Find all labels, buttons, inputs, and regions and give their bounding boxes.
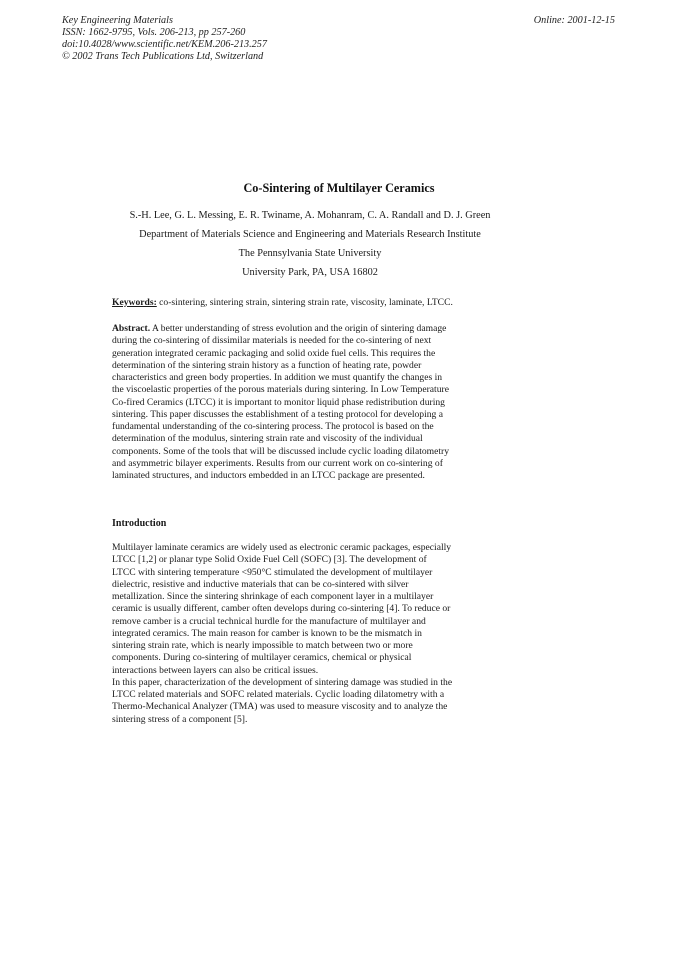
abstract-label: Abstract. [112, 323, 151, 334]
abstract-line: generation integrated ceramic packaging and solid oxide fuel cells. This requires the [112, 347, 436, 359]
doi-line[interactable]: doi:10.4028/www.scientific.net/KEM.206-213.257 [62, 39, 267, 50]
abstract-block [112, 323, 512, 482]
keywords-text: co-sintering, sintering strain, sintering strain rate, viscosity, laminate, LTCC. [156, 297, 453, 308]
keywords-label: Keywords: [112, 297, 157, 308]
affiliation-department: Department of Materials Science and Engineering and Materials Research Institute [139, 229, 481, 240]
issn-line: ISSN: 1662-9795, Vols. 206-213, pp 257-260 [62, 27, 246, 38]
abstract-line: A better understanding of stress evolution and the origin of sintering damage [150, 323, 447, 334]
intro-line: remove camber is a crucial technical hurdle for the manufacture of multilayer and [112, 615, 426, 627]
author-list: S.-H. Lee, G. L. Messing, E. R. Twiname, A. Mohanram, C. A. Randall and D. J. Green [129, 210, 491, 221]
intro-line: LTCC with sintering temperature <950°C stimulated the development of multilayer [112, 566, 433, 578]
journal-citation [62, 15, 267, 63]
paper-title: Co-Sintering of Multilayer Ceramics [243, 181, 435, 195]
abstract-line: characteristics and green body properties. In addition we must quantify the changes in [112, 372, 443, 383]
abstract-line: laminated structures, and inductors embedded in an LTCC package are presented. [112, 470, 425, 481]
intro-line: dielectric, resistive and inductive materials that can be co-sintered with silver [112, 578, 409, 590]
intro-line: LTCC related materials and SOFC related materials. Cyclic loading dilatometry with a [112, 689, 445, 700]
intro-line: interactions between layers can also be critical issues. [112, 664, 319, 676]
affiliation-location: University Park, PA, USA 16802 [242, 267, 378, 278]
introduction-heading: Introduction [112, 518, 167, 529]
intro-line: Multilayer laminate ceramics are widely used as electronic ceramic packages, especially [112, 542, 452, 553]
intro-line: sintering strain rate, which is nearly impossible to match between two or more [112, 640, 413, 651]
abstract-line: components. Some of the tools that will be discussed include cyclic loading dilatometry [112, 445, 450, 457]
abstract-line: during the co-sintering of dissimilar materials is needed for the co-sintering of next [112, 335, 432, 347]
online-date: Online: 2001-12-15 [533, 15, 615, 26]
journal-name: Key Engineering Materials [62, 15, 173, 26]
abstract-line: Co-fired Ceramics (LTCC) it is important to monitor liquid phase redistribution during [112, 396, 445, 408]
abstract-line: determination of the sintering strain history as a function of heating rate, powder [112, 359, 422, 371]
copyright-line: © 2002 Trans Tech Publications Ltd, Switzerland [62, 51, 264, 62]
intro-line: LTCC [1,2] or planar type Solid Oxide Fuel Cell (SOFC) [3]. The development of [112, 554, 427, 566]
intro-line: integrated ceramics. The main reason for camber is known to be the mismatch in [112, 627, 422, 639]
abstract-line: the viscoelastic properties of the porous materials during sintering. In Low Temperature [112, 384, 449, 396]
abstract-line: determination of the modulus, sintering strain rate and viscosity of the individual [112, 433, 423, 445]
intro-line: components. During co-sintering of multilayer ceramics, chemical or physical [112, 652, 412, 664]
keywords-block [112, 297, 512, 309]
intro-line: ceramic is usually different, camber often develops during co-sintering [4]. To reduce or [112, 603, 451, 615]
introduction-body [112, 542, 512, 726]
intro-line: In this paper, characterization of the development of sintering damage was studied in the [112, 676, 453, 688]
abstract-line: fundamental understanding of the co-sintering process. The protocol is based on the [112, 421, 434, 432]
abstract-line: and asymmetric bilayer experiments. Results from our current work on co-sintering of [112, 457, 443, 469]
abstract-line: sintering. This paper discusses the establishment of a testing protocol for developing a [112, 408, 444, 420]
affiliation-university: The Pennsylvania State University [238, 248, 382, 259]
intro-line: sintering stress of a component [5]. [112, 713, 248, 725]
intro-line: Thermo-Mechanical Analyzer (TMA) was used to measure viscosity and to analyze the [112, 701, 448, 713]
intro-line: metallization. Since the sintering shrinkage of each component layer in a multilayer [112, 591, 434, 602]
